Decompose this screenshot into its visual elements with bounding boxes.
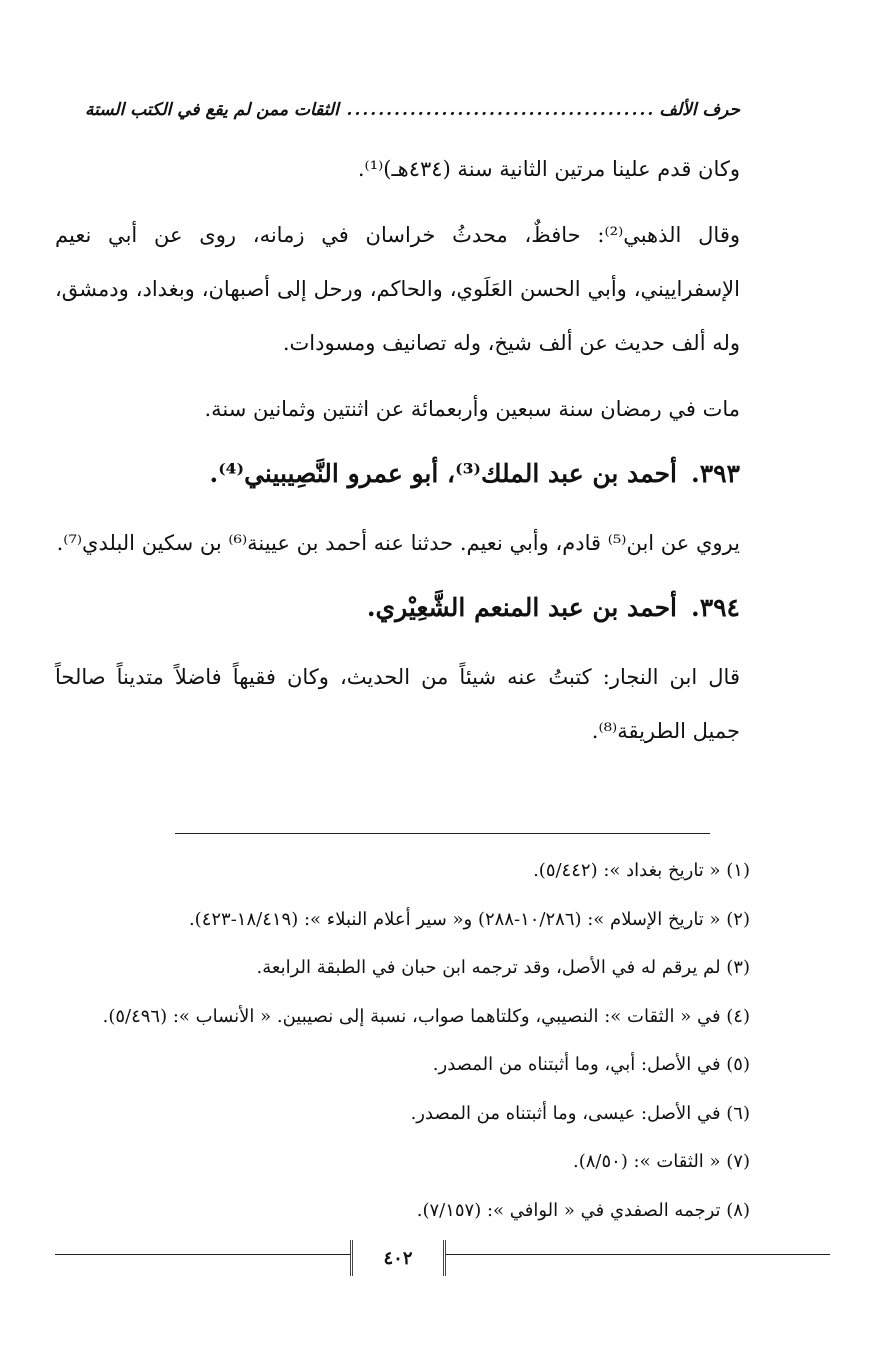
footnote: (٢) « تاريخ الإسلام »: (١٠/٢٨٦-٢٨٨) و« سير أعلام النبلاء »: (١٨/٤١٩-٤٢٣). (188, 908, 750, 930)
main-text (55, 142, 740, 758)
footnote: (٥) في الأصل: أبي، وما أثبتناه من المصدر. (432, 1054, 750, 1075)
leader-dots (343, 100, 656, 120)
footnote: (١) « تاريخ بغداد »: (٥/٤٤٢). (533, 860, 750, 881)
footnotes (60, 847, 750, 1235)
running-header (85, 90, 740, 120)
footnote: (٨) ترجمه الصفدي في « الوافي »: (٧/١٥٧). (416, 1199, 750, 1221)
footnote: (٤) في « الثقات »: النصيبي، وكلتاهما صواب، نسبة إلى نصيبين. « الأنساب »: (٥/٤٩٦). (102, 1005, 750, 1027)
footnote-separator (175, 833, 710, 834)
paragraph: وكان قدم علينا مرتين الثانية سنة (٤٣٤هـ)⁽¹⁾. (357, 157, 740, 181)
paragraph: مات في رمضان سنة سبعين وأربعمائة عن اثنتين وثمانين سنة. (204, 397, 740, 421)
entry-heading-394 (55, 580, 740, 636)
entry-heading-393 (55, 446, 740, 502)
entry-name: أحمد بن عبد المنعم الشَّعِيْري. (366, 593, 677, 622)
chapter-title: حرف الألف (659, 100, 740, 120)
book-title: الثقات ممن لم يقع في الكتب الستة (85, 100, 339, 120)
paragraph: يروي عن ابن⁽⁵⁾ قادم، وأبي نعيم. حدثنا عنه أحمد بن عيينة⁽⁶⁾ بن سكين البلدي⁽⁷⁾. (56, 531, 740, 555)
entry-number: ٣٩٤. (690, 593, 740, 622)
footnote: (٣) لم يرقم له في الأصل، وقد ترجمه ابن حبان في الطبقة الرابعة. (256, 957, 750, 978)
footnote: (٦) في الأصل: عيسى، وما أثبتناه من المصدر. (410, 1102, 750, 1124)
entry-number: ٣٩٣. (690, 459, 740, 488)
page-number: ٤٠٢ (350, 1240, 446, 1276)
paragraph: قال ابن النجار: كتبتُ عنه شيئاً من الحديث، وكان فقيهاً فاضلاً متديناً صالحاً جميل الطريقة⁽⁸⁾. (55, 665, 740, 743)
paragraph: وقال الذهبي⁽²⁾: حافظٌ، محدثُ خراسان في زمانه، روى عن أبي نعيم الإسفراييني، وأبي الحسن العَلَوي، والحاكم، ورحل إلى أصبهان، وبغداد، ودمشق، وله ألف حديث عن ألف شيخ، وله تصانيف ومسودات. (55, 223, 740, 355)
footnote: (٧) « الثقات »: (٨/٥٠). (572, 1151, 750, 1172)
entry-name: أحمد بن عبد الملك⁽³⁾، أبو عمرو النَّصِيبيني⁽⁴⁾. (209, 459, 677, 488)
